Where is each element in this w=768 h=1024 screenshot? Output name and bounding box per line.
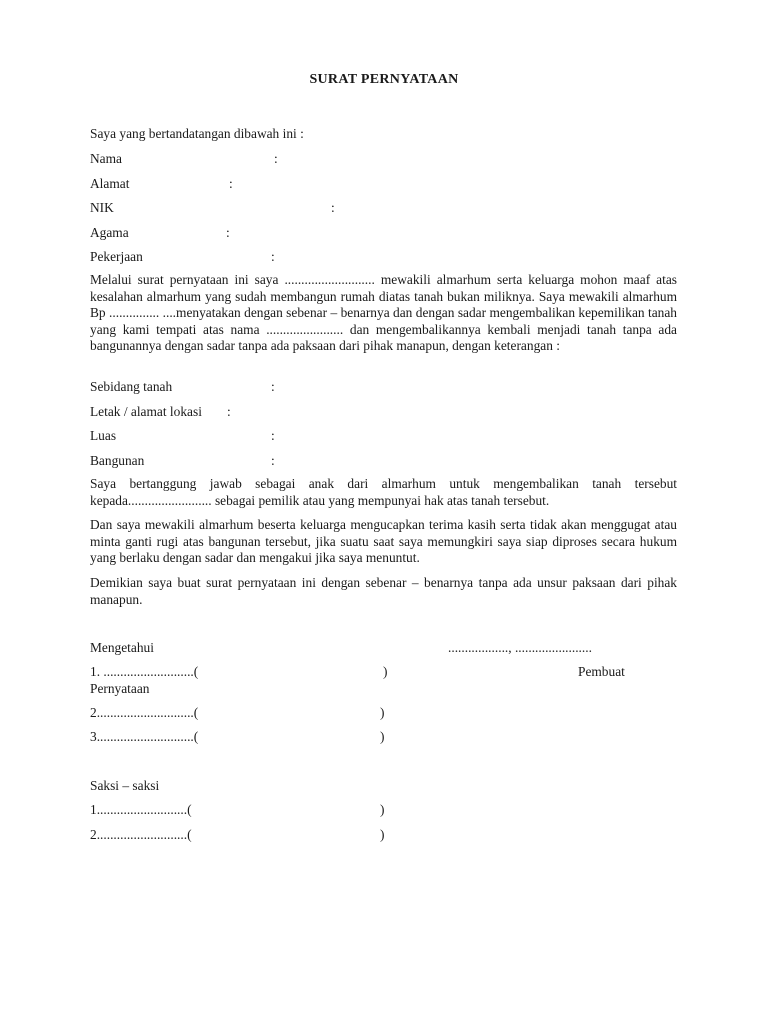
field-sep-alamat: :	[229, 176, 233, 191]
statement-paragraph-2: Saya bertanggung jawab sebagai anak dari almarhum untuk mengembalikan tanah tersebut kepada......................... sebagai pemilik atau yang mempunyai hak atas tanah tersebut.	[90, 476, 677, 508]
mengetahui-label: Mengetahui	[90, 640, 154, 655]
field-label-bangunan: Bangunan	[90, 453, 145, 468]
mengetahui-signer-1-close: )	[383, 664, 388, 679]
field-sep-sebidang-tanah: :	[271, 379, 275, 394]
field-label-alamat: Alamat	[90, 176, 130, 191]
field-label-nik: NIK	[90, 200, 114, 215]
field-sep-pekerjaan: :	[271, 249, 275, 264]
mengetahui-signer-3: 3.............................(	[90, 729, 199, 744]
mengetahui-signer-2: 2.............................(	[90, 705, 199, 720]
statement-paragraph-3: Dan saya mewakili almarhum beserta keluarga mengucapkan terima kasih serta tidak akan menggugat atau minta ganti rugi atas bangunan tersebut, jika suatu saat saya memungkiri saya siap diproses secara hukum yang berlaku dengan sadar dan mengakui jika saya menuntut.	[90, 517, 677, 565]
intro-text: Saya yang bertandatangan dibawah ini :	[90, 126, 304, 141]
document-title: SURAT PERNYATAAN	[309, 72, 459, 87]
field-label-agama: Agama	[90, 225, 129, 240]
field-sep-letak-lokasi: :	[227, 404, 231, 419]
mengetahui-signer-1: 1. ...........................(	[90, 664, 199, 679]
saksi-signer-2: 2...........................(	[90, 827, 192, 842]
statement-paragraph-4: Demikian saya buat surat pernyataan ini dengan sebenar – benarnya tanpa ada unsur paksaan dari pihak manapun.	[90, 575, 677, 607]
maker-label-word-1: Pembuat	[578, 664, 625, 679]
field-label-luas: Luas	[90, 428, 117, 443]
field-sep-nama: :	[274, 151, 278, 166]
field-sep-bangunan: :	[271, 453, 275, 468]
saksi-label: Saksi – saksi	[90, 778, 160, 793]
statement-paragraph-1: Melalui surat pernyataan ini saya ........................... mewakili almarhum serta keluarga mohon maaf atas kesalahan almarhum yang sudah membangun rumah diatas tanah bukan miliknya. Saya mewakili almarhum Bp ............... ....menyatakan dengan sebenar – benarnya dan dengan sadar mengembalikan kepemilikan tanah yang kami tempati atas nama ....................... dan mengembalikannya kembali menjadi tanah tanpa ada bangunannya dengan sadar tanpa ada paksaan dari pihak manapun, dengan keterangan :	[90, 272, 677, 353]
field-sep-agama: :	[226, 225, 230, 240]
maker-label-word-2: Pernyataan	[90, 681, 150, 696]
field-label-letak-lokasi: Letak / alamat lokasi	[90, 404, 202, 419]
saksi-signer-1-close: )	[380, 802, 385, 817]
field-label-pekerjaan: Pekerjaan	[90, 249, 143, 264]
place-date-blank: .................., .......................	[448, 640, 592, 655]
mengetahui-signer-3-close: )	[380, 729, 385, 744]
field-label-sebidang-tanah: Sebidang tanah	[90, 379, 173, 394]
field-sep-luas: :	[271, 428, 275, 443]
saksi-signer-2-close: )	[380, 827, 385, 842]
mengetahui-signer-2-close: )	[380, 705, 385, 720]
saksi-signer-1: 1...........................(	[90, 802, 192, 817]
field-sep-nik: :	[331, 200, 335, 215]
field-label-nama: Nama	[90, 151, 122, 166]
